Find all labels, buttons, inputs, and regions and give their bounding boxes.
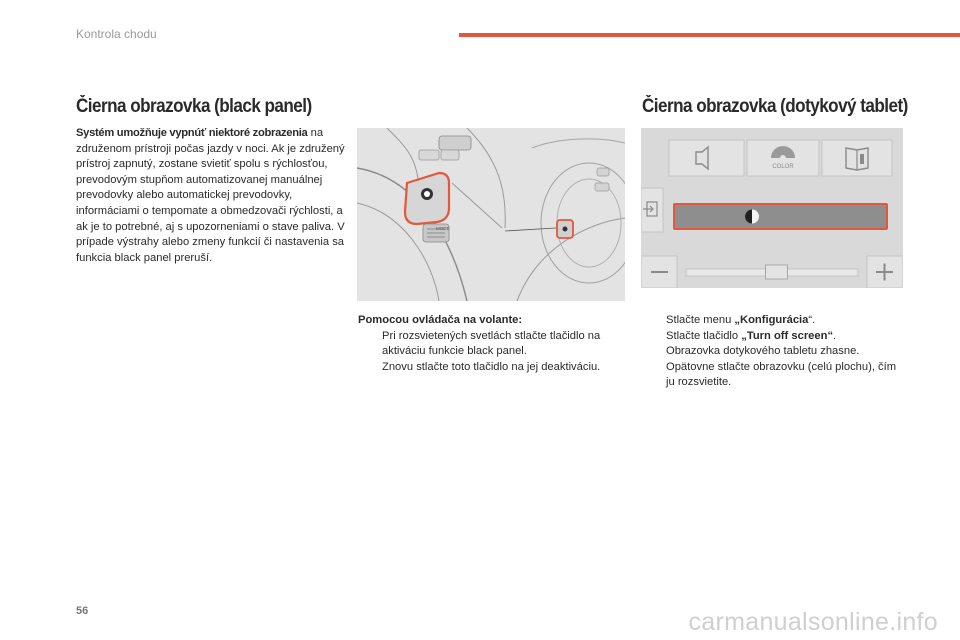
steering-bullet-2: Znovu stlačte toto tlačidlo na jej deaktiváciu. (382, 360, 601, 373)
left-lead: Systém umožňuje vypnúť niektoré zobrazenia (76, 127, 308, 139)
brightness-icon (745, 210, 759, 224)
tablet-bullet-2: Stlačte tlačidlo „Turn off screen“. Obrazovka dotykového tabletu zhasne. Opätovne stlačte obrazovku (celú plochu), čím ju rozsvietite. (642, 329, 907, 391)
section-header: Kontrola chodu (76, 27, 157, 41)
tablet-note: Obrazovka dotykového tabletu zhasne. Opätovne stlačte obrazovku (celú plochu), čím ju rozsvietite. (666, 345, 897, 389)
tablet-illustration (641, 128, 903, 288)
right-section-title: Čierna obrazovka (dotykový tablet) (642, 96, 908, 117)
page-number: 56 (76, 605, 89, 617)
steering-instructions (358, 313, 623, 375)
left-intro (76, 126, 346, 266)
mode-label: MODE (436, 226, 450, 231)
steering-wheel-illustration (357, 128, 625, 301)
watermark: carmanualsonline.info (688, 608, 938, 636)
left-section-title: Čierna obrazovka (black panel) (76, 96, 312, 117)
tablet-bullet-1: Stlačte menu „Konfigurácia“. (666, 314, 816, 326)
brightness-slider-knob (766, 265, 788, 279)
steering-heading: Pomocou ovládača na volante: (358, 314, 523, 326)
tablet-instructions (642, 313, 907, 391)
left-body: na združenom prístroji počas jazdy v noci. Ak je združený prístroj zapnutý, zostane svietiť spolu s rýchlosťou, prevodovým stupňom automatizovanej manuálnej prevodovky alebo automatickej prevodovky, informáciami o tempomate a obmedzovači rýchlosti, a ak je to potrebné, aj s upozorneniami o stave paliva. V prípade výstrahy alebo zmeny funkcií či nastavenia sa funkcia black panel preruší. (76, 127, 345, 264)
header-accent-bar (459, 33, 960, 37)
steering-bullet-1: Pri rozsvietených svetlách stlačte tlačidlo na aktiváciu funkcie black panel. (382, 329, 601, 358)
color-label: COLOR (772, 164, 794, 170)
